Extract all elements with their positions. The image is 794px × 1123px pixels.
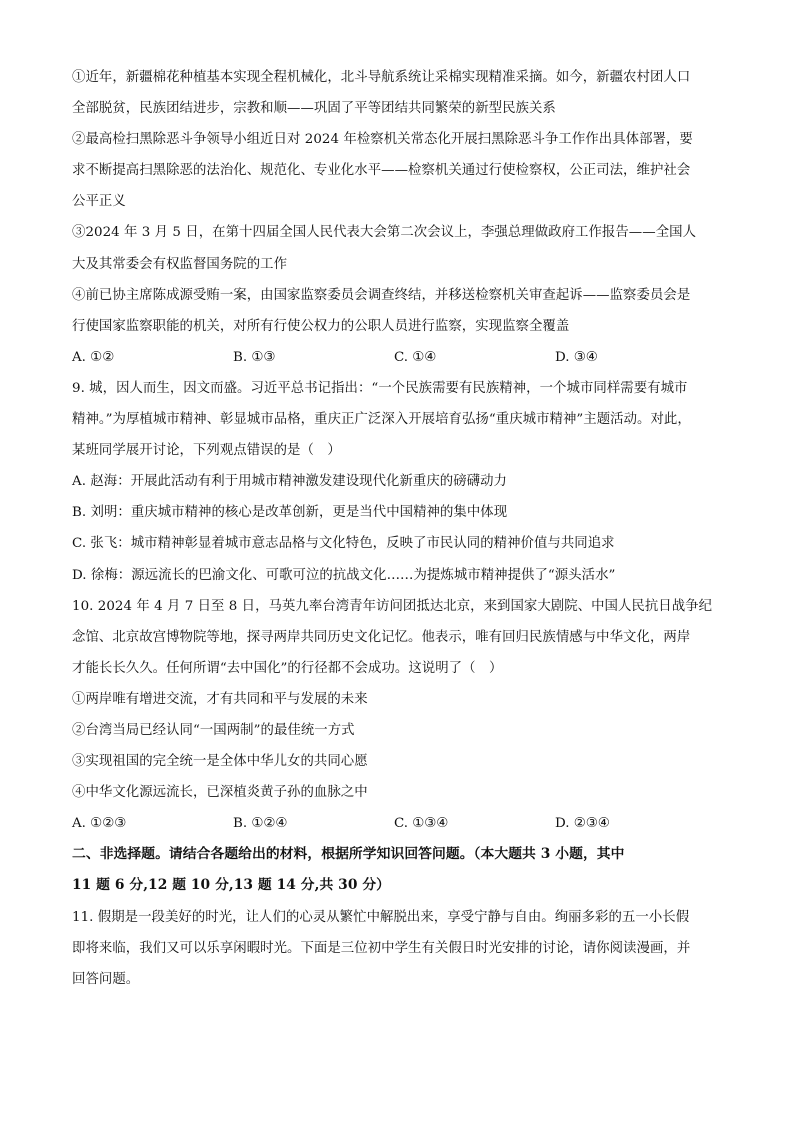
q8-option-a: A. ①②	[72, 349, 115, 365]
text-line: 9. 城，因人而生，因文而盛。习近平总书记指出：“一个民族需要有民族精神，一个城市同样需要有城市	[72, 380, 688, 396]
text-line: 大及其常委会有权监督国务院的工作	[72, 256, 288, 272]
q8-option-c: C. ①④	[394, 349, 437, 365]
text-line: 11. 假期是一段美好的时光，让人们的心灵从繁忙中解脱出来，享受宁静与自由。绚丽多彩的五一小长假	[72, 909, 690, 925]
q10-stem	[72, 591, 724, 684]
text-line: 行使国家监察职能的机关，对所有行使公权力的公职人员进行监察，实现监察全覆盖	[72, 318, 570, 334]
q9-choice-d: D. 徐梅：源远流长的巴渝文化、可歌可泣的抗战文化……为提炼城市精神提供了“源头活水”	[72, 567, 616, 583]
q9-choice-c: C. 张飞：城市精神彰显着城市意志品格与文化特色，反映了市民认同的精神价值与共同追求	[72, 536, 615, 552]
q8-option-d: D. ③④	[555, 349, 598, 365]
section-2-heading	[72, 839, 724, 901]
text-line: ③2024 年 3 月 5 日，在第十四届全国人民代表大会第二次会议上，李强总理做政府工作报告——全国人	[72, 225, 697, 241]
text-line: 回答问题。	[72, 971, 140, 987]
text-line: 即将来临，我们又可以乐享闲暇时光。下面是三位初中学生有关假日时光安排的讨论，请你阅读漫画，并	[72, 940, 691, 956]
text-line: 念馆、北京故宫博物院等地，探寻两岸共同历史文化记忆。他表示，唯有回归民族情感与中华文化，两岸	[72, 629, 691, 645]
text-line: 全部脱贫，民族团结进步，宗教和顺——巩固了平等团结共同繁荣的新型民族关系	[72, 101, 556, 117]
q9-stem	[72, 373, 724, 466]
q10-statement-1: ①两岸唯有增进交流，才有共同和平与发展的未来	[72, 691, 368, 707]
q10-options	[72, 808, 724, 839]
q10-statement-3: ③实现祖国的完全统一是全体中华儿女的共同心愿	[72, 754, 368, 770]
q8-statement-3	[72, 217, 724, 279]
q10-option-b: B. ①②④	[233, 816, 288, 832]
q8-statement-2	[72, 124, 724, 217]
text-line: 二、非选择题。请结合各题给出的材料，根据所学知识回答问题。（本大题共 3 小题，其中	[72, 846, 625, 863]
q8-statement-4	[72, 280, 724, 342]
text-line: ②最高检扫黑除恶斗争领导小组近日对 2024 年检察机关常态化开展扫黑除恶斗争工作作出具体部署，要	[72, 132, 693, 148]
text-line: 某班同学展开讨论，下列观点错误的是（ ）	[72, 443, 341, 459]
text-line: 才能长长久久。任何所谓“去中国化”的行径都不会成功。这说明了（ ）	[72, 660, 503, 676]
q8-option-b: B. ①③	[233, 349, 276, 365]
exam-page	[72, 62, 724, 995]
text-line: 求不断提高扫黑除恶的法治化、规范化、专业化水平——检察机关通过行使检察权，公正司法，维护社会	[72, 163, 691, 179]
q10-option-c: C. ①③④	[394, 816, 449, 832]
text-line: 公平正义	[72, 194, 126, 210]
q10-option-d: D. ②③④	[555, 816, 610, 832]
q9-choice-b: B. 刘明：重庆城市精神的核心是改革创新，更是当代中国精神的集中体现	[72, 505, 508, 521]
q10-statement-4: ④中华文化源远流长，已深植炎黄子孙的血脉之中	[72, 785, 368, 801]
text-line: ④前已协主席陈成源受贿一案，由国家监察委员会调查终结，并移送检察机关审查起诉——监察委员会是	[72, 287, 691, 303]
q8-statement-1	[72, 62, 724, 124]
text-line: ①近年，新疆棉花种植基本实现全程机械化，北斗导航系统让采棉实现精准采摘。如今，新疆农村团人口	[72, 70, 691, 85]
q8-options	[72, 342, 724, 373]
text-line: 精神。”为厚植城市精神、彰显城市品格，重庆正广泛深入开展培育弘扬“重庆城市精神”主题活动。对此，	[72, 412, 691, 428]
q10-option-a: A. ①②③	[72, 816, 127, 832]
q10-statement-2: ②台湾当局已经认同“一国两制”的最佳统一方式	[72, 722, 355, 738]
text-line: 10. 2024 年 4 月 7 日至 8 日，马英九率台湾青年访问团抵达北京，来到国家大剧院、中国人民抗日战争纪	[72, 598, 713, 614]
q9-choice-a: A. 赵海：开展此活动有利于用城市精神激发建设现代化新重庆的磅礴动力	[72, 474, 507, 490]
text-line: 11 题 6 分,12 题 10 分,13 题 14 分,共 30 分）	[72, 877, 391, 894]
q11-stem	[72, 902, 724, 995]
